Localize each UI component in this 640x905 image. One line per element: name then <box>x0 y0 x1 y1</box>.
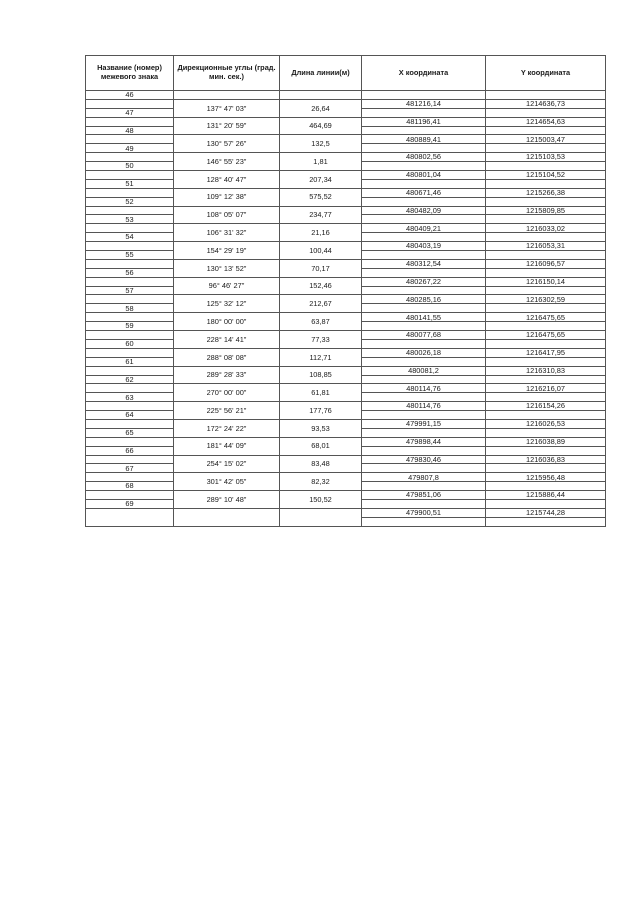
y-coordinate-spacer <box>486 446 606 455</box>
x-coordinate: 480312,54 <box>362 259 486 268</box>
point-name: 50 <box>86 162 174 171</box>
point-name: 54 <box>86 233 174 242</box>
line-length: 63,87 <box>280 313 362 331</box>
line-length: 575,52 <box>280 188 362 206</box>
x-coordinate: 480889,41 <box>362 135 486 144</box>
y-coordinate-spacer <box>486 357 606 366</box>
point-name: 52 <box>86 197 174 206</box>
point-name-spacer <box>86 224 174 233</box>
point-name-spacer <box>86 99 174 108</box>
point-name: 47 <box>86 108 174 117</box>
point-name: 51 <box>86 179 174 188</box>
direction-angle: 228° 14' 41" <box>174 331 280 349</box>
line-length: 77,33 <box>280 331 362 349</box>
point-name-spacer <box>86 295 174 304</box>
x-coordinate-spacer <box>362 126 486 135</box>
y-coordinate: 1216038,89 <box>486 437 606 446</box>
point-name-spacer <box>86 117 174 126</box>
point-name: 69 <box>86 499 174 508</box>
x-coordinate: 479830,46 <box>362 455 486 464</box>
x-coordinate: 479900,51 <box>362 508 486 517</box>
y-coordinate-spacer <box>486 197 606 206</box>
y-coordinate-spacer <box>486 322 606 331</box>
direction-angle: 146° 55' 23" <box>174 153 280 171</box>
y-coordinate: 1216417,95 <box>486 348 606 357</box>
table-body <box>86 91 606 527</box>
x-coordinate: 480077,68 <box>362 331 486 340</box>
y-coordinate-spacer <box>486 162 606 171</box>
line-length: 93,53 <box>280 419 362 437</box>
point-name: 60 <box>86 339 174 348</box>
point-name: 58 <box>86 304 174 313</box>
y-coordinate: 1215266,38 <box>486 188 606 197</box>
direction-angle: 130° 57' 26" <box>174 135 280 153</box>
line-length: 70,17 <box>280 259 362 277</box>
direction-angle: 181° 44' 09" <box>174 437 280 455</box>
point-name-spacer <box>86 135 174 144</box>
y-coordinate-spacer <box>486 286 606 295</box>
y-coordinate-spacer <box>486 126 606 135</box>
y-coordinate-spacer <box>486 499 606 508</box>
x-coordinate: 480267,22 <box>362 277 486 286</box>
table-header-row <box>86 56 606 91</box>
x-coordinate: 481216,14 <box>362 99 486 108</box>
x-coordinate: 480403,19 <box>362 242 486 251</box>
y-coordinate-spacer <box>486 375 606 384</box>
direction-angle: 96° 46' 27" <box>174 277 280 295</box>
point-name: 56 <box>86 268 174 277</box>
line-length: 132,5 <box>280 135 362 153</box>
y-coordinate: 1215809,85 <box>486 206 606 215</box>
direction-angle: 106° 31' 32" <box>174 224 280 242</box>
line-length: 177,76 <box>280 402 362 420</box>
point-name-spacer <box>86 188 174 197</box>
direction-angle-spacer <box>174 508 280 526</box>
line-length: 112,71 <box>280 348 362 366</box>
point-name-spacer <box>86 455 174 464</box>
point-name-spacer <box>86 508 174 526</box>
x-coordinate-spacer <box>362 197 486 206</box>
y-coordinate: 1216026,53 <box>486 419 606 428</box>
x-coordinate-spacer <box>362 233 486 242</box>
x-coordinate-spacer <box>362 375 486 384</box>
point-name-spacer <box>86 366 174 375</box>
y-coordinate-spacer <box>486 268 606 277</box>
direction-angle: 172° 24' 22" <box>174 419 280 437</box>
direction-angle: 108° 05' 07" <box>174 206 280 224</box>
x-coordinate: 480114,76 <box>362 384 486 393</box>
direction-angle: 109° 12' 38" <box>174 188 280 206</box>
point-name: 63 <box>86 393 174 402</box>
point-name-spacer <box>86 348 174 357</box>
point-name-spacer <box>86 473 174 482</box>
x-coordinate-spacer <box>362 322 486 331</box>
direction-angle: 130° 13' 52" <box>174 259 280 277</box>
line-length: 234,77 <box>280 206 362 224</box>
x-coordinate-spacer <box>362 339 486 348</box>
y-coordinate: 1215956,48 <box>486 473 606 482</box>
x-coordinate-spacer <box>362 464 486 473</box>
direction-angle: 128° 40' 47" <box>174 171 280 189</box>
y-coordinate-spacer <box>486 108 606 117</box>
x-coordinate: 480671,46 <box>362 188 486 197</box>
x-coordinate-spacer <box>362 357 486 366</box>
table-row <box>86 91 606 100</box>
x-coordinate: 480409,21 <box>362 224 486 233</box>
x-coordinate-spacer <box>362 251 486 260</box>
line-length: 100,44 <box>280 242 362 260</box>
header-point-name: Название (номер) межевого знака <box>86 56 174 91</box>
y-coordinate: 1216096,57 <box>486 259 606 268</box>
line-length-spacer <box>280 91 362 100</box>
x-coordinate: 480482,09 <box>362 206 486 215</box>
y-coordinate-spacer <box>486 215 606 224</box>
y-coordinate: 1215103,53 <box>486 153 606 162</box>
line-length: 152,46 <box>280 277 362 295</box>
direction-angle: 254° 15' 02" <box>174 455 280 473</box>
direction-angle: 270° 00' 00" <box>174 384 280 402</box>
y-coordinate: 1216033,02 <box>486 224 606 233</box>
x-coordinate-spacer <box>362 91 486 100</box>
x-coordinate: 480141,55 <box>362 313 486 322</box>
y-coordinate: 1215003,47 <box>486 135 606 144</box>
x-coordinate-spacer <box>362 517 486 526</box>
y-coordinate: 1214636,73 <box>486 99 606 108</box>
point-name: 48 <box>86 126 174 135</box>
line-length: 83,48 <box>280 455 362 473</box>
y-coordinate-spacer <box>486 304 606 313</box>
y-coordinate-spacer <box>486 393 606 402</box>
y-coordinate-spacer <box>486 482 606 491</box>
header-x-coordinate: X координата <box>362 56 486 91</box>
direction-angle: 301° 42' 05" <box>174 473 280 491</box>
point-name: 68 <box>86 482 174 491</box>
direction-angle: 131° 20' 59" <box>174 117 280 135</box>
y-coordinate: 1216475,65 <box>486 331 606 340</box>
x-coordinate-spacer <box>362 428 486 437</box>
x-coordinate: 479898,44 <box>362 437 486 446</box>
point-name-spacer <box>86 437 174 446</box>
point-name: 46 <box>86 91 174 100</box>
direction-angle: 289° 28' 33" <box>174 366 280 384</box>
point-name-spacer <box>86 277 174 286</box>
y-coordinate: 1216154,26 <box>486 402 606 411</box>
y-coordinate-spacer <box>486 339 606 348</box>
direction-angle: 125° 32' 12" <box>174 295 280 313</box>
x-coordinate-spacer <box>362 179 486 188</box>
x-coordinate-spacer <box>362 286 486 295</box>
direction-angle: 225° 56' 21" <box>174 402 280 420</box>
point-name: 62 <box>86 375 174 384</box>
point-name-spacer <box>86 313 174 322</box>
line-length: 21,16 <box>280 224 362 242</box>
y-coordinate: 1215104,52 <box>486 171 606 180</box>
direction-angle: 137° 47' 03" <box>174 99 280 117</box>
point-name-spacer <box>86 419 174 428</box>
point-name: 57 <box>86 286 174 295</box>
point-name-spacer <box>86 206 174 215</box>
line-length: 212,67 <box>280 295 362 313</box>
x-coordinate-spacer <box>362 393 486 402</box>
x-coordinate-spacer <box>362 108 486 117</box>
direction-angle: 180° 00' 00" <box>174 313 280 331</box>
x-coordinate: 480114,76 <box>362 402 486 411</box>
point-name: 64 <box>86 411 174 420</box>
point-name-spacer <box>86 259 174 268</box>
y-coordinate-spacer <box>486 233 606 242</box>
point-name: 66 <box>86 446 174 455</box>
point-name: 61 <box>86 357 174 366</box>
line-length: 207,34 <box>280 171 362 189</box>
x-coordinate-spacer <box>362 446 486 455</box>
point-name: 49 <box>86 144 174 153</box>
x-coordinate-spacer <box>362 144 486 153</box>
line-length: 108,85 <box>280 366 362 384</box>
y-coordinate: 1216475,65 <box>486 313 606 322</box>
direction-angle-spacer <box>174 91 280 100</box>
point-name: 55 <box>86 251 174 260</box>
x-coordinate: 481196,41 <box>362 117 486 126</box>
y-coordinate: 1215886,44 <box>486 491 606 500</box>
line-length: 68,01 <box>280 437 362 455</box>
line-length: 82,32 <box>280 473 362 491</box>
point-name: 67 <box>86 464 174 473</box>
y-coordinate: 1216053,31 <box>486 242 606 251</box>
point-name-spacer <box>86 171 174 180</box>
direction-angle: 289° 10' 48" <box>174 491 280 509</box>
x-coordinate-spacer <box>362 304 486 313</box>
line-length-spacer <box>280 508 362 526</box>
boundary-coordinates-table <box>85 55 606 527</box>
x-coordinate: 479851,06 <box>362 491 486 500</box>
x-coordinate: 480026,18 <box>362 348 486 357</box>
y-coordinate-spacer <box>486 91 606 100</box>
header-y-coordinate: Y координата <box>486 56 606 91</box>
point-name: 59 <box>86 322 174 331</box>
y-coordinate: 1216216,07 <box>486 384 606 393</box>
y-coordinate: 1216310,83 <box>486 366 606 375</box>
y-coordinate: 1214654,63 <box>486 117 606 126</box>
x-coordinate-spacer <box>362 499 486 508</box>
x-coordinate-spacer <box>362 215 486 224</box>
y-coordinate: 1215744,28 <box>486 508 606 517</box>
x-coordinate: 479991,15 <box>362 419 486 428</box>
header-line-length: Длина линии(м) <box>280 56 362 91</box>
header-direction-angle: Дирекционные углы (град. мин. сек.) <box>174 56 280 91</box>
point-name-spacer <box>86 331 174 340</box>
x-coordinate: 480081,2 <box>362 366 486 375</box>
y-coordinate: 1216302,59 <box>486 295 606 304</box>
line-length: 26,64 <box>280 99 362 117</box>
line-length: 1,81 <box>280 153 362 171</box>
line-length: 464,69 <box>280 117 362 135</box>
y-coordinate-spacer <box>486 411 606 420</box>
point-name-spacer <box>86 153 174 162</box>
x-coordinate: 479807,8 <box>362 473 486 482</box>
point-name: 65 <box>86 428 174 437</box>
x-coordinate-spacer <box>362 162 486 171</box>
x-coordinate-spacer <box>362 411 486 420</box>
point-name-spacer <box>86 384 174 393</box>
y-coordinate-spacer <box>486 464 606 473</box>
point-name-spacer <box>86 402 174 411</box>
point-name: 53 <box>86 215 174 224</box>
direction-angle: 288° 08' 08" <box>174 348 280 366</box>
x-coordinate: 480801,04 <box>362 171 486 180</box>
x-coordinate-spacer <box>362 268 486 277</box>
line-length: 150,52 <box>280 491 362 509</box>
x-coordinate: 480802,56 <box>362 153 486 162</box>
point-name-spacer <box>86 491 174 500</box>
x-coordinate-spacer <box>362 482 486 491</box>
y-coordinate-spacer <box>486 251 606 260</box>
line-length: 61,81 <box>280 384 362 402</box>
x-coordinate: 480285,16 <box>362 295 486 304</box>
y-coordinate: 1216036,83 <box>486 455 606 464</box>
y-coordinate-spacer <box>486 517 606 526</box>
y-coordinate-spacer <box>486 428 606 437</box>
direction-angle: 154° 29' 19" <box>174 242 280 260</box>
point-name-spacer <box>86 242 174 251</box>
y-coordinate-spacer <box>486 179 606 188</box>
y-coordinate: 1216150,14 <box>486 277 606 286</box>
y-coordinate-spacer <box>486 144 606 153</box>
